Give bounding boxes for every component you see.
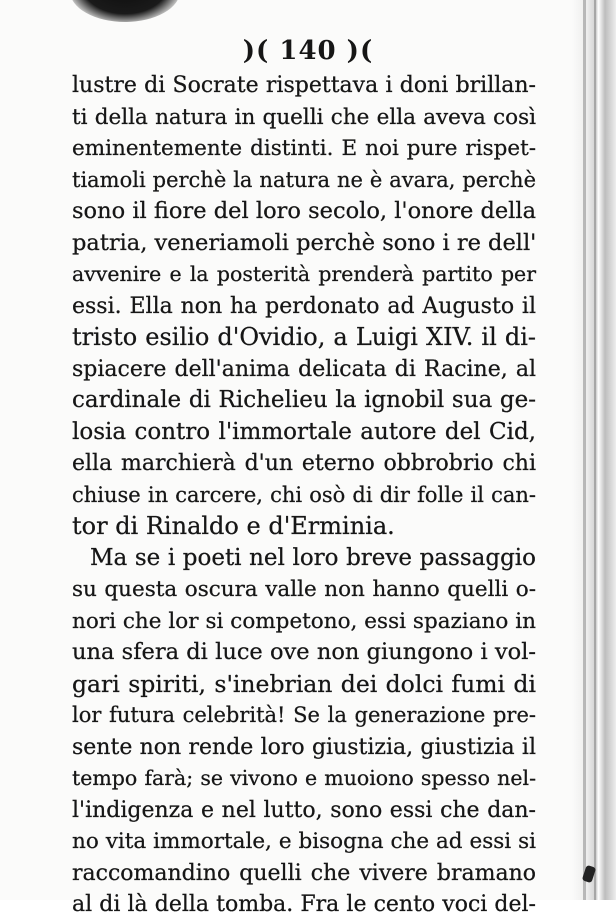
text-line: losia contro l'immortale autore del Cid, <box>72 418 536 445</box>
paragraph-end-line: tor di Rinaldo e d'Erminia. <box>72 512 395 540</box>
text-line: sono il fiore del loro secolo, l'onore della <box>72 198 536 224</box>
binding-shadow-line <box>594 0 596 900</box>
binding-shadow-line <box>583 0 586 900</box>
paragraph-start-line: Ma se i poeti nel loro breve passaggio <box>90 544 536 571</box>
text-line: l'indigenza e nel lutto, sono essi che dan- <box>72 797 536 823</box>
text-line: essi. Ella non ha perdonato ad Augusto il <box>72 293 536 319</box>
text-line: no vita immortale, e bisogna che ad essi si <box>72 829 536 854</box>
text-line: tempo farà; se vivono e muoiono spesso nel- <box>72 766 536 790</box>
body-text <box>72 70 536 921</box>
text-line: spiacere dell'anima delicata di Racine, al <box>72 356 536 382</box>
text-line: ella marchierà d'un eterno obbrobrio chi <box>72 451 536 476</box>
text-line: ti della natura in quelli che ella aveva così <box>72 104 536 130</box>
text-line: gari spiriti, s'inebrian dei dolci fumi di <box>72 669 536 698</box>
text-line: raccomandino quelli che vivere bramano <box>72 860 536 886</box>
text-line: tiamoli perchè la natura ne è avara, perchè <box>72 167 536 192</box>
text-line: su questa oscura valle non hanno quelli o- <box>72 577 536 602</box>
page-number: )( 140 )( <box>242 36 374 66</box>
text-line: eminentemente distinti. E noi pure rispet- <box>72 136 536 161</box>
scan-smudge <box>70 0 180 22</box>
text-line: lor futura celebrità! Se la generazione pre- <box>72 703 536 727</box>
text-line: tristo esilio d'Ovidio, a Luigi XIV. il di- <box>72 323 536 351</box>
text-line: cardinale di Richelieu la ignobil sua ge- <box>72 387 536 413</box>
text-line: patria, veneriamoli perchè sono i re dell' <box>72 229 537 256</box>
text-line: sente non rende loro giustizia, giustizia il <box>72 734 536 760</box>
text-line: chiuse in carcere, chi osò di dir folle il can- <box>72 482 536 507</box>
text-line: al di là della tomba. Fra le cento voci del- <box>72 892 536 917</box>
text-line: avvenire e la posterità prenderà partito per <box>72 262 536 286</box>
text-line: nori che lor si competono, essi spaziano in <box>72 608 536 634</box>
text-line: lustre di Socrate rispettava i doni brillan- <box>72 73 536 98</box>
text-line: una sfera di luce ove non giungono i vol- <box>72 639 536 665</box>
